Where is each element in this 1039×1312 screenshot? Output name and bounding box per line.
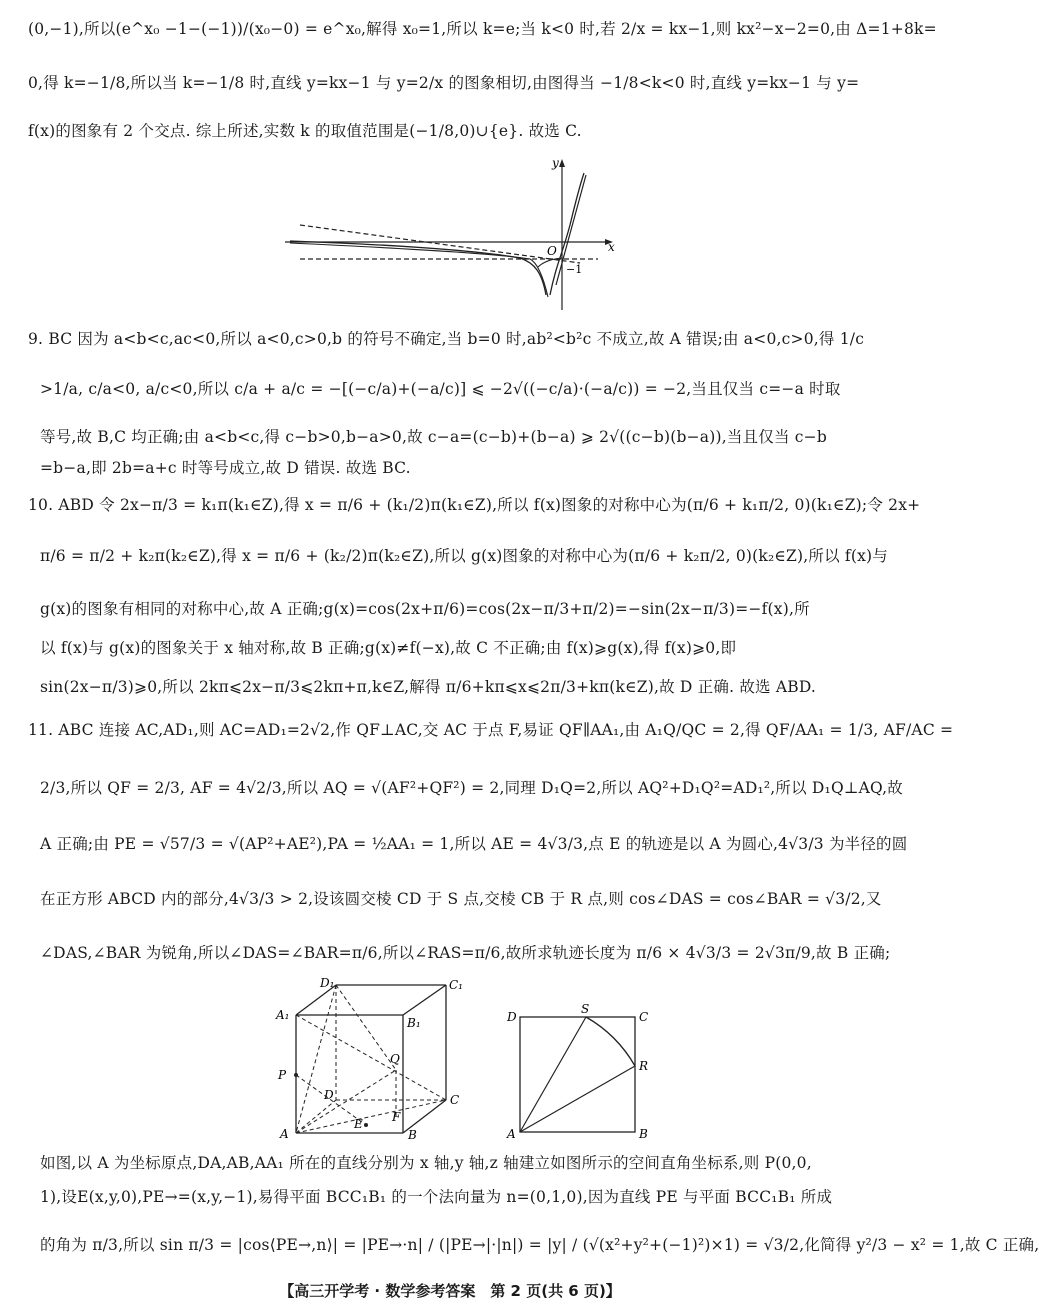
label-c: C <box>639 1010 649 1024</box>
solution-line: 0,得 k=−1/8,所以当 k=−1/8 时,直线 y=kx−1 与 y=2/x 的图象相切,由图得当 −1/8<k<0 时,直线 y=kx−1 与 y= <box>28 74 860 92</box>
q10-line: sin(2x−π/3)⩾0,所以 2kπ⩽2x−π/3⩽2kπ+π,k∈Z,解得 π/6+kπ⩽x⩽2π/3+kπ(k∈Z),故 D 正确. 故选 ABD. <box>40 678 817 696</box>
solution-line: f(x)的图象有 2 个交点. 综上所述,实数 k 的取值范围是(−1/8,0)∪{e}. 故选 C. <box>28 122 582 140</box>
q9-line: 9. BC 因为 a<b<c,ac<0,所以 a<0,c>0,b 的符号不确定,当 b=0 时,ab²<b²c 不成立,故 A 错误;由 a<0,c>0,得 1/c <box>28 330 865 348</box>
q11-line: 在正方形 ABCD 内的部分,4√3/3 > 2,设该圆交棱 CD 于 S 点,交棱 CB 于 R 点,则 cos∠DAS = cos∠BAR = √3/2,又 <box>40 890 882 908</box>
q9-line: >1/a, c/a<0, a/c<0,所以 c/a + a/c = −[(−c/a)+(−a/c)] ⩽ −2√((−c/a)·(−a/c)) = −2,当且仅当 c=−a 时取 <box>40 380 841 398</box>
label-a: A <box>280 1127 289 1141</box>
label-d: D <box>324 1088 334 1102</box>
label-c1: C₁ <box>449 978 463 992</box>
label-e: E <box>354 1117 363 1131</box>
origin-label: O <box>547 244 557 258</box>
minus-one-label: −1 <box>566 263 583 276</box>
segment-as <box>520 1017 586 1132</box>
label-a: A <box>507 1127 516 1141</box>
label-b: B <box>408 1128 417 1142</box>
function-graph-figure <box>280 155 620 315</box>
point-p <box>294 1073 298 1077</box>
label-b: B <box>639 1127 648 1141</box>
q11-line: 如图,以 A 为坐标原点,DA,AB,AA₁ 所在的直线分别为 x 轴,y 轴,z 轴建立如图所示的空间直角坐标系,则 P(0,0, <box>40 1154 812 1172</box>
label-s: S <box>581 1002 590 1016</box>
tangent-line <box>300 225 580 263</box>
solution-line: (0,−1),所以(e^x₀ −1−(−1))/(x₀−0) = e^x₀,解得 x₀=1,所以 k=e;当 k<0 时,若 2/x = kx−1,则 kx²−x−2=0,由 Δ=1+8k= <box>28 20 937 38</box>
label-q: Q <box>390 1052 400 1066</box>
square-abcd <box>520 1017 635 1132</box>
q11-line: 2/3,所以 QF = 2/3, AF = 4√2/3,所以 AQ = √(AF²+QF²) = 2,同理 D₁Q=2,所以 AQ²+D₁Q²=AD₁²,所以 D₁Q⊥AQ,故 <box>40 779 904 797</box>
q10-line: 以 f(x)与 g(x)的图象关于 x 轴对称,故 B 正确;g(x)≠f(−x),故 C 不正确;由 f(x)⩾g(x),得 f(x)⩾0,即 <box>40 639 737 657</box>
y-axis-arrow-icon <box>559 159 565 167</box>
point-e <box>364 1123 368 1127</box>
q11-line: ∠DAS,∠BAR 为锐角,所以∠DAS=∠BAR=π/6,所以∠RAS=π/6,故所求轨迹长度为 π/6 × 4√3/3 = 2√3π/9,故 B 正确; <box>40 944 891 962</box>
q10-line: g(x)的图象有相同的对称中心,故 A 正确;g(x)=cos(2x+π/6)=cos(2x−π/3+π/2)=−sin(2x−π/3)=−f(x),所 <box>40 600 810 618</box>
cube-figure <box>268 975 473 1145</box>
y-axis-label: y <box>552 156 559 170</box>
label-a1: A₁ <box>276 1008 290 1022</box>
label-p: P <box>278 1068 287 1082</box>
label-d1: D₁ <box>320 976 335 990</box>
q10-line: π/6 = π/2 + k₂π(k₂∈Z),得 x = π/6 + (k₂/2)π(k₂∈Z),所以 g(x)图象的对称中心为(π/6 + k₂π/2, 0)(k₂∈Z),所以 f(x)与 <box>40 547 889 565</box>
curve-lower <box>290 243 548 297</box>
q10-line: 10. ABD 令 2x−π/3 = k₁π(k₁∈Z),得 x = π/6 + (k₁/2)π(k₁∈Z),所以 f(x)图象的对称中心为(π/6 + k₁π/2, 0)(k₁∈Z);令 2x+ <box>28 496 921 514</box>
label-r: R <box>639 1059 649 1073</box>
square-arc-figure <box>505 982 665 1142</box>
arc-sr <box>586 1017 635 1066</box>
label-c: C <box>450 1093 460 1107</box>
q11-line: 11. ABC 连接 AC,AD₁,则 AC=AD₁=2√2,作 QF⊥AC,交 AC 于点 F,易证 QF∥AA₁,由 A₁Q/QC = 2,得 QF/AA₁ = 1/3, AF/AC = <box>28 721 954 739</box>
curve-exp <box>550 173 584 295</box>
q11-line: 的角为 π/3,所以 sin π/3 = |cos⟨PE→,n⟩| = |PE→·n| / (|PE→|·|n|) = |y| / (√(x²+y²+(−1)²)×1) = √3/2,化简得 y²/3 − x² = 1,故 C 正确, <box>40 1236 1039 1254</box>
segment-ar <box>520 1066 635 1132</box>
label-f: F <box>392 1110 401 1124</box>
q9-line: 等号,故 B,C 均正确;由 a<b<c,得 c−b>0,b−a>0,故 c−a=(c−b)+(b−a) ⩾ 2√((c−b)(b−a)),当且仅当 c−b <box>40 428 827 446</box>
page-footer: 【高三开学考 · 数学参考答案 第 2 页(共 6 页)】 <box>279 1282 621 1300</box>
q11-line: 1),设E(x,y,0),PE→=(x,y,−1),易得平面 BCC₁B₁ 的一个法向量为 n=(0,1,0),因为直线 PE 与平面 BCC₁B₁ 所成 <box>40 1188 833 1206</box>
label-b1: B₁ <box>407 1016 421 1030</box>
label-d: D <box>507 1010 517 1024</box>
q9-line: =b−a,即 2b=a+c 时等号成立,故 D 错误. 故选 BC. <box>40 459 411 477</box>
q11-line: A 正确;由 PE = √57/3 = √(AP²+AE²),PA = ½AA₁ = 1,所以 AE = 4√3/3,点 E 的轨迹是以 A 为圆心,4√3/3 为半径的圆 <box>40 835 908 853</box>
x-axis-label: x <box>608 240 615 254</box>
